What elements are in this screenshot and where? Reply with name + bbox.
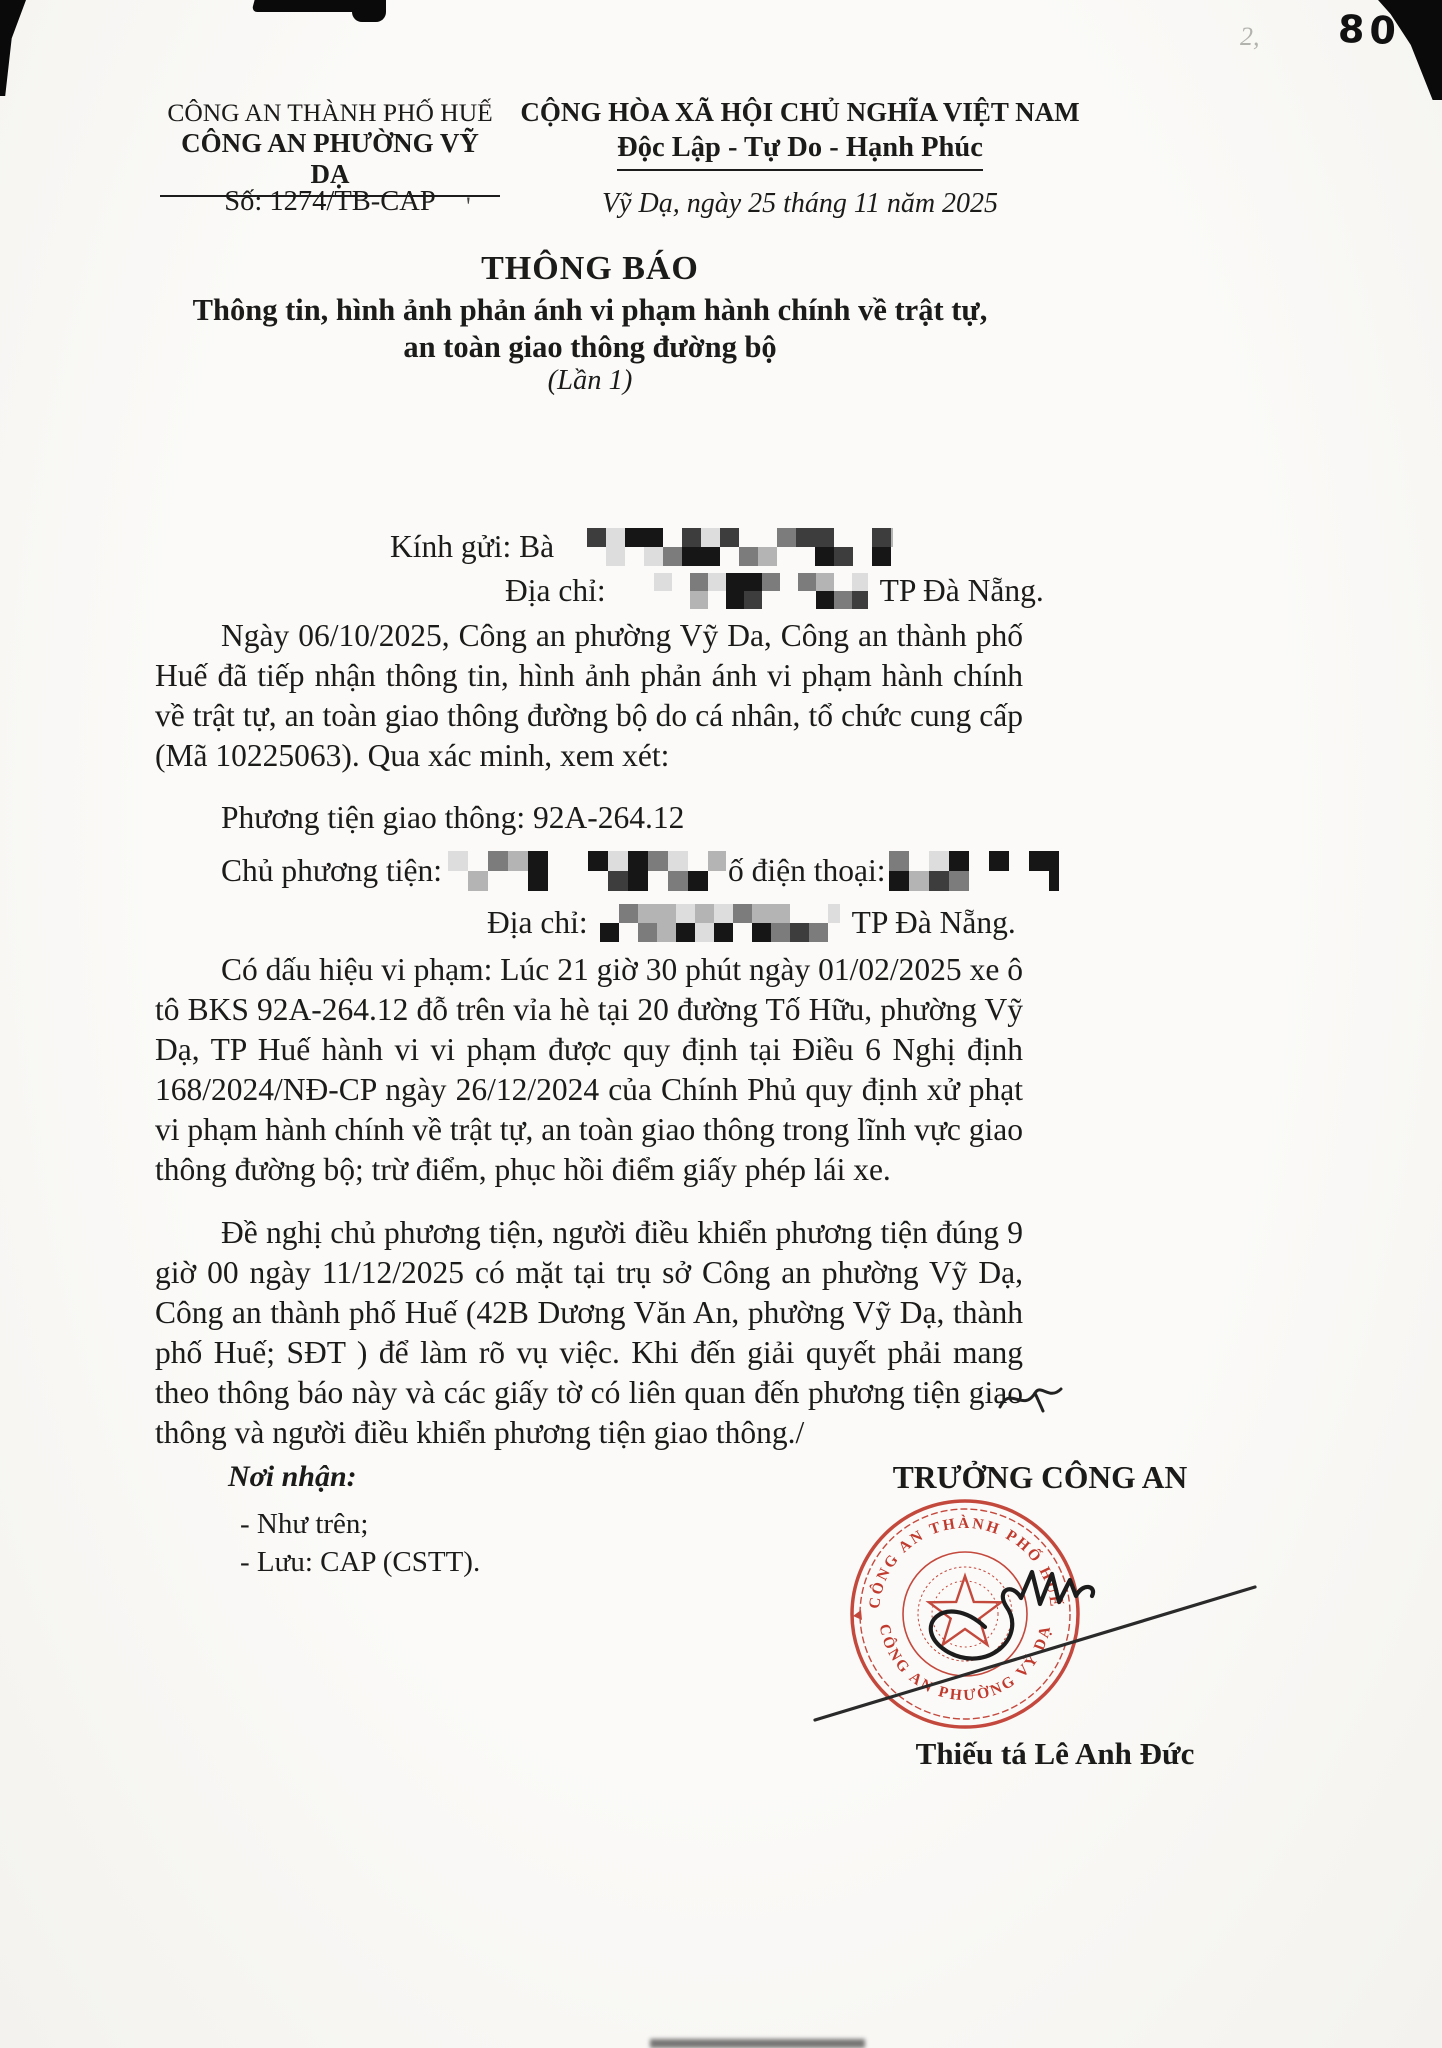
notice-attempt-number: (Lần 1) — [547, 365, 633, 396]
salutation-label: Kính gửi: Bà — [390, 529, 555, 564]
redacted-recipient-name — [568, 528, 893, 566]
redacted-phone-number — [889, 851, 1059, 891]
republic-title: CỘNG HÒA XÃ HỘI CHỦ NGHĨA VIỆT NAM — [520, 97, 1080, 127]
signature-icon — [800, 1532, 1270, 1742]
stray-tick-mark: ' — [466, 192, 471, 221]
signer-name: Thiếu tá Lê Anh Đức — [915, 1736, 1195, 1771]
recipient-address-label: Địa chỉ: — [505, 573, 606, 608]
redacted-recipient-address — [618, 573, 868, 609]
salutation-line — [390, 528, 893, 566]
owner-address-label: Địa chỉ: — [487, 905, 588, 940]
recipient-item-1: - Như trên; — [240, 1508, 369, 1540]
agency-name: CÔNG AN PHƯỜNG VỸ DẠ — [160, 128, 500, 197]
recipient-address-city: TP Đà Nẵng. — [879, 573, 1044, 608]
owner-address-city: TP Đà Nẵng. — [851, 905, 1016, 940]
owner-line — [221, 851, 1059, 891]
document-number: Số: 1274/TB-CAP — [224, 186, 436, 217]
pencil-mark: 2, — [1240, 22, 1260, 51]
recipient-address-line — [505, 573, 1044, 609]
place-dateline: Vỹ Dạ, ngày 25 tháng 11 năm 2025 — [601, 188, 999, 219]
notice-subtitle-line2: an toàn giao thông đường bộ — [403, 330, 777, 364]
owner-address-line — [487, 904, 1016, 942]
body-paragraph-2: Có dấu hiệu vi phạm: Lúc 21 giờ 30 phút ngày 01/02/2025 xe ô tô BKS 92A-264.12 đỗ trên vỉa hè tại 20 đường Tố Hữu, phường Vỹ Dạ, TP Huế hành vi vi phạm được quy định tại Điều 6 Nghị định 168/2024/NĐ-CP ngày 26/12/2024 của Chính Phủ quy định xử phạt vi phạm hành chính về trật tự, an toàn giao thông trong lĩnh vực giao thông đường bộ; trừ điểm, phục hồi điểm giấy phép lái xe. — [155, 952, 1023, 1187]
redacted-owner-address — [600, 904, 840, 942]
stamp-bottom-text: CÔNG AN PHƯỜNG VỸ DẠ — [875, 1622, 1055, 1705]
recipients-heading: Nơi nhận: — [228, 1460, 357, 1493]
parent-agency-name: CÔNG AN THÀNH PHỐ HUẾ — [167, 98, 493, 127]
handwritten-initial-icon — [995, 1377, 1073, 1419]
scan-artifact-bottom-smudge — [650, 2039, 865, 2048]
handwritten-page-number: 80 — [1337, 6, 1402, 54]
motto-line — [520, 132, 1080, 171]
scan-artifact-top-band — [251, 0, 366, 12]
stamp-top-text: CÔNG AN THÀNH PHỐ HUẾ — [865, 1514, 1064, 1610]
recipient-item-2: - Lưu: CAP (CSTT). — [240, 1546, 481, 1578]
national-motto: Độc Lập - Tự Do - Hạnh Phúc — [617, 132, 983, 171]
scan-artifact-top-left — [0, 0, 26, 96]
signer-title: TRƯỞNG CÔNG AN — [892, 1460, 1188, 1495]
owner-label: Chủ phương tiện: — [221, 853, 442, 888]
notice-title: THÔNG BÁO — [481, 250, 699, 287]
body-paragraph-1: Ngày 06/10/2025, Công an phường Vỹ Da, Công an thành phố Huế đã tiếp nhận thông tin, hình ảnh phản ánh vi phạm hành chính về trật tự, an toàn giao thông đường bộ do cá nhân, tổ chức cung cấp (Mã 10225063). Qua xác minh, xem xét: — [155, 618, 1023, 773]
scan-artifact-top-blob — [352, 0, 386, 22]
body-paragraph-3: Đề nghị chủ phương tiện, người điều khiển phương tiện đúng 9 giờ 00 ngày 11/12/2025 có mặt tại trụ sở Công an phường Vỹ Dạ, Công an thành phố Huế (42B Dương Văn An, phường Vỹ Dạ, thành phố Huế; SĐT ) để làm rõ vụ việc. Khi đến giải quyết phải mang theo thông báo này và các giấy tờ có liên quan đến phương tiện giao thông và người điều khiển phương tiện giao thông./ — [155, 1215, 1023, 1450]
vehicle-line: Phương tiện giao thông: 92A-264.12 — [221, 800, 685, 835]
redacted-owner-name — [448, 851, 726, 891]
phone-label: ố điện thoại: — [727, 853, 886, 888]
notice-subtitle-line1: Thông tin, hình ảnh phản ánh vi phạm hành chính về trật tự, — [192, 293, 988, 327]
